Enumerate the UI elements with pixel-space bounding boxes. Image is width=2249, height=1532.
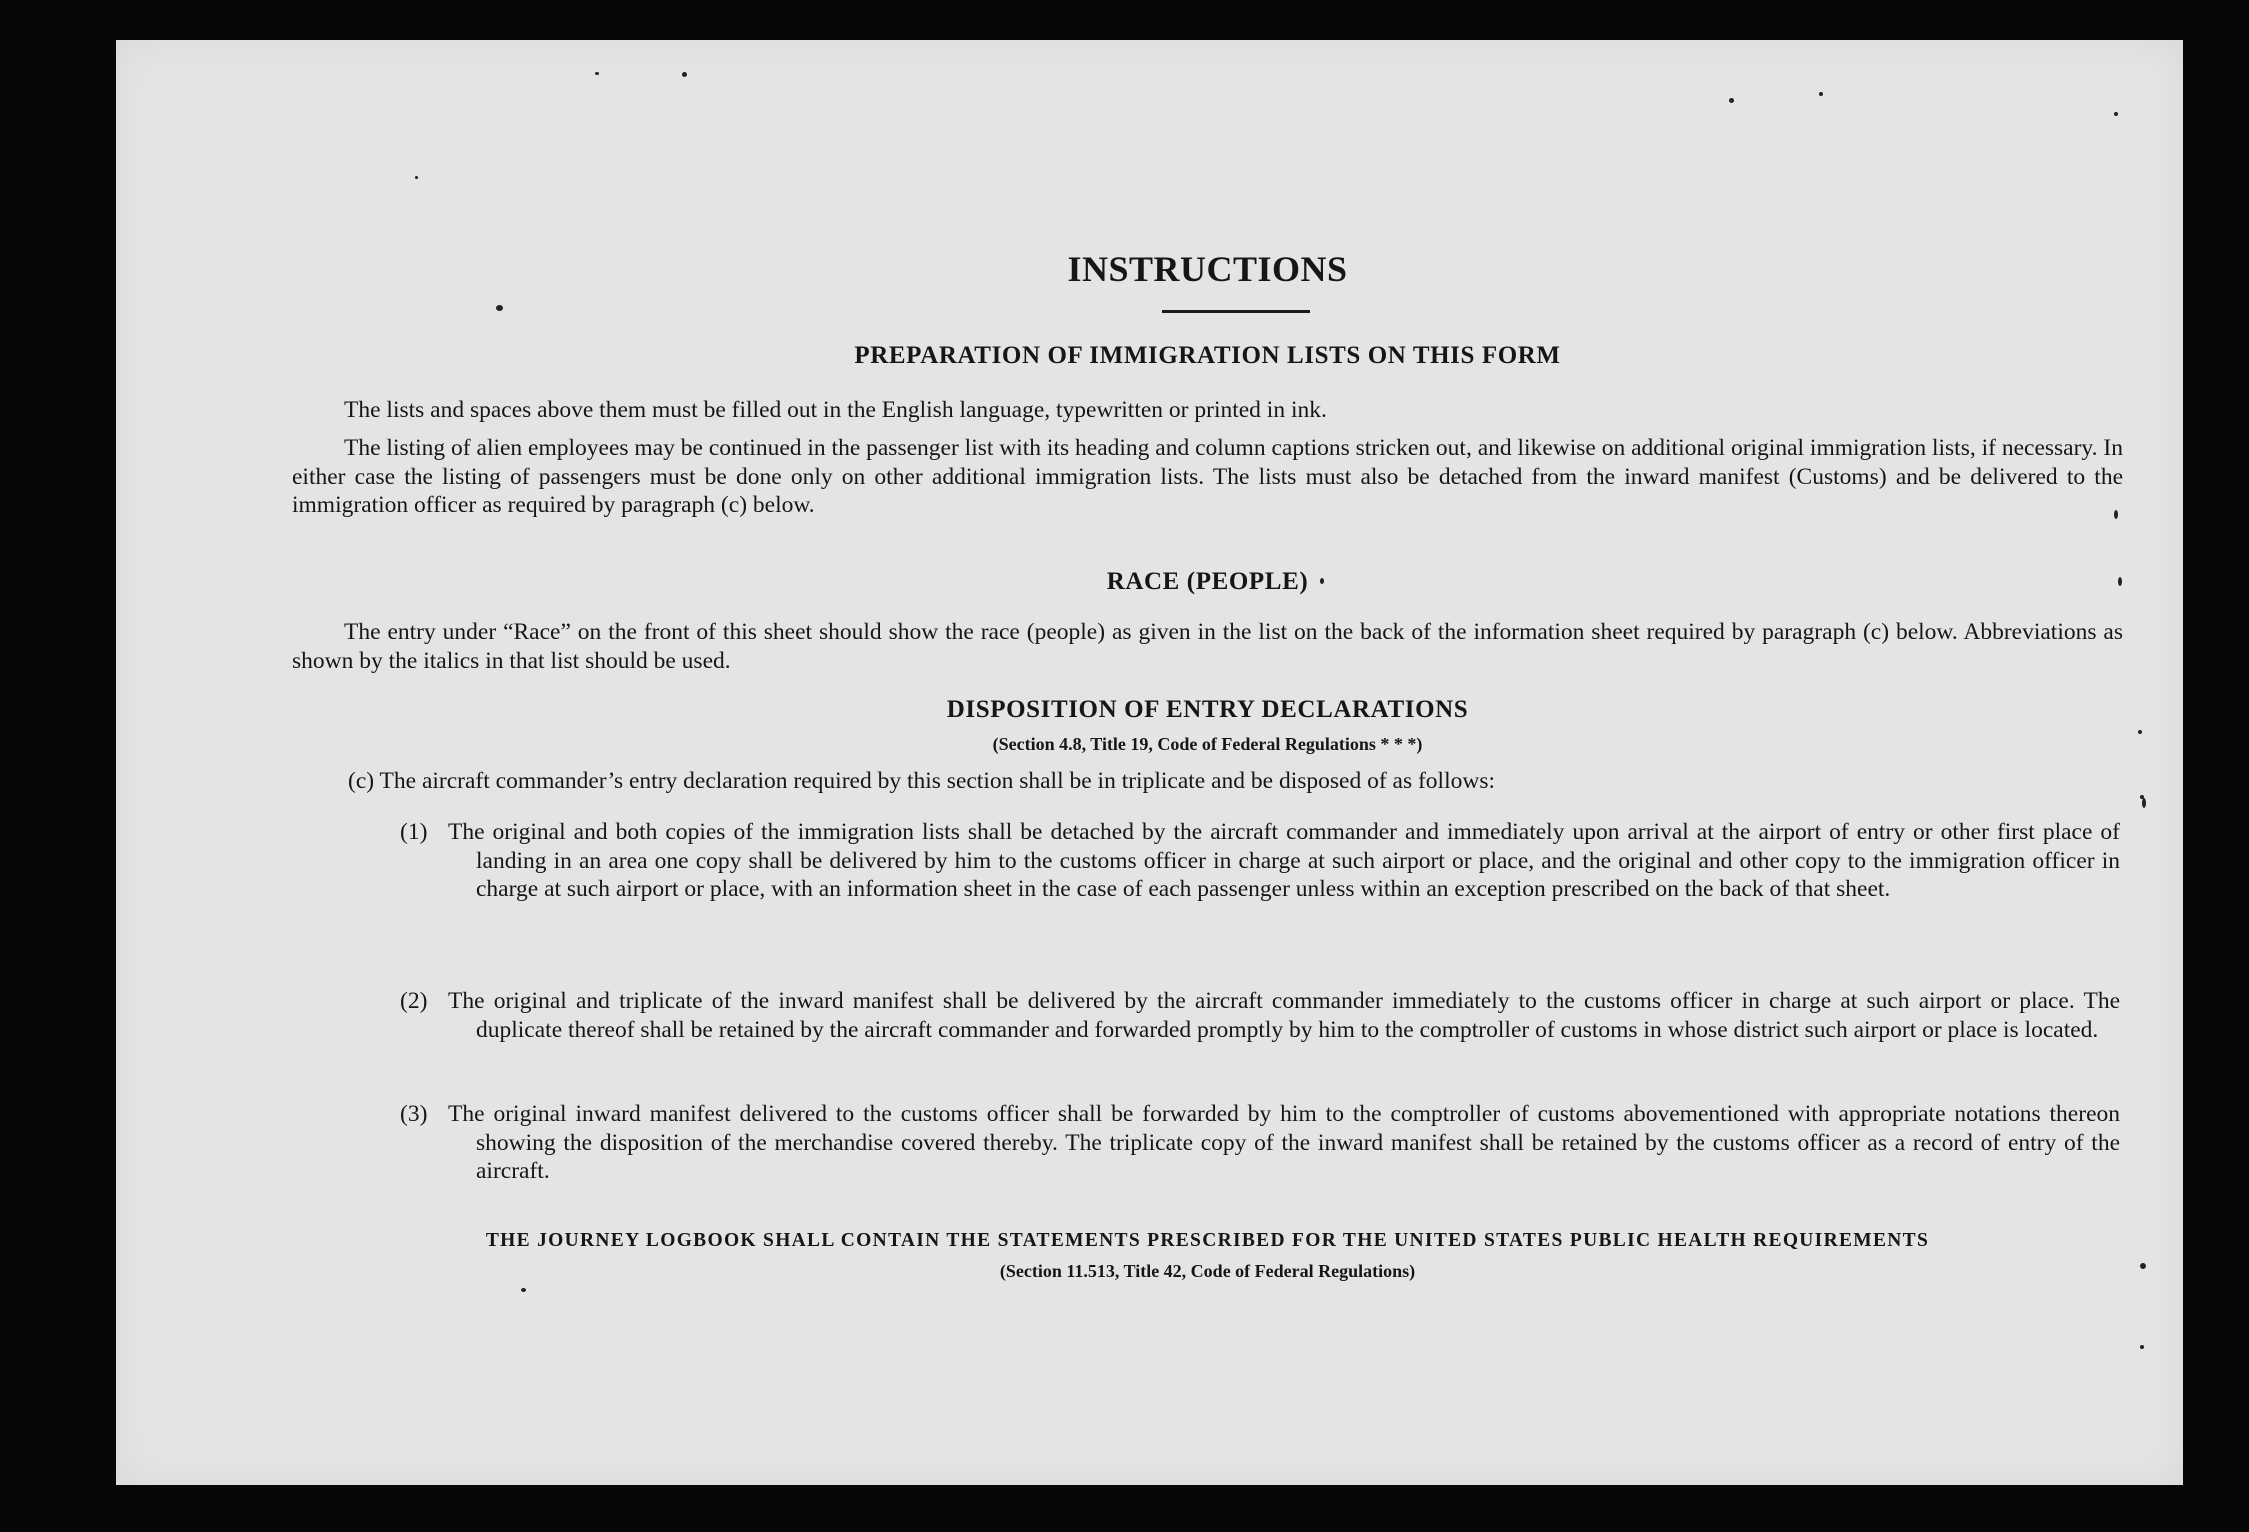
disposition-heading: DISPOSITION OF ENTRY DECLARATIONS bbox=[946, 696, 1469, 723]
list-item-number: (3) bbox=[400, 1101, 428, 1127]
disposition-intro-text: The aircraft commander’s entry declaration required by this section shall be in triplicate and be disposed of as follows: bbox=[379, 768, 1496, 794]
footer-statement: THE JOURNEY LOGBOOK SHALL CONTAIN THE STATEMENTS PRESCRIBED FOR THE UNITED STATES PUBLIC HEALTH REQUIREMENTS bbox=[485, 1230, 1930, 1251]
scan-speck bbox=[2140, 1345, 2144, 1349]
scan-speck bbox=[2140, 1263, 2146, 1269]
scan-speck bbox=[1729, 98, 1734, 103]
list-item-text: The original inward manifest delivered to the customs officer shall be forwarded by him to the comptroller of customs abovementioned with appropriate notations thereon showing the disposition of the merchandise covered thereby. The triplicate copy of the inward manifest shall be retained by the customs officer as a record of entry of the aircraft. bbox=[448, 1101, 2120, 1184]
list-item-number: (2) bbox=[400, 988, 428, 1014]
race-paragraph: The entry under “Race” on the front of this sheet should show the race (people) as given in the list on the back of the information sheet required by paragraph (c) below. Abbreviations as shown by the italics in that list should be used. bbox=[292, 619, 2123, 674]
document-page bbox=[116, 40, 2183, 1485]
disposition-citation: (Section 4.8, Title 19, Code of Federal Regulations * * *) bbox=[992, 734, 1423, 754]
list-item-text: The original and triplicate of the inward manifest shall be delivered by the aircraft commander immediately to the customs officer in charge at such airport or place. The duplicate thereof shall be retained by the aircraft commander and forwarded promptly by him to the comptroller of customs in whose district such airport or place is located. bbox=[448, 988, 2120, 1043]
scan-speck bbox=[521, 1288, 526, 1292]
scan-speck bbox=[496, 305, 503, 311]
scan-speck bbox=[682, 72, 687, 77]
footer-citation: (Section 11.513, Title 42, Code of Federal Regulations) bbox=[999, 1261, 1416, 1281]
scan-speck bbox=[2138, 730, 2142, 734]
scan-speck bbox=[1819, 92, 1823, 96]
scan-speck bbox=[595, 72, 599, 75]
disposition-intro bbox=[348, 767, 2123, 796]
preparation-paragraph-1: The lists and spaces above them must be filled out in the English language, typewritten or printed in ink. bbox=[344, 397, 1327, 423]
list-item-number: (1) bbox=[400, 819, 428, 845]
document-title: INSTRUCTIONS bbox=[1067, 249, 1348, 289]
list-item bbox=[400, 987, 2120, 1044]
scan-speck bbox=[2142, 798, 2146, 808]
preparation-heading: PREPARATION OF IMMIGRATION LISTS ON THIS FORM bbox=[854, 342, 1561, 369]
scan-speck bbox=[415, 176, 418, 179]
race-heading: RACE (PEOPLE) bbox=[1106, 568, 1309, 595]
list-item-text: The original and both copies of the immigration lists shall be detached by the aircraft commander and immediately upon arrival at the airport of entry or other first place of landing in an area one copy shall be delivered by him to the customs officer in charge at such airport or place, and the original and other copy to the immigration officer in charge at such airport or place, with an information sheet in the case of each passenger unless within an exception prescribed on the back of that sheet. bbox=[448, 819, 2120, 902]
list-item bbox=[400, 818, 2120, 904]
preparation-paragraph-2: The listing of alien employees may be continued in the passenger list with its heading and column captions stricken out, and likewise on additional original immigration lists, if necessary. In either case the listing of passengers must be done only on other additional immigration lists. The lists must also be detached from the inward manifest (Customs) and be delivered to the immigration officer as required by paragraph (c) below. bbox=[292, 435, 2123, 518]
title-underline bbox=[1162, 310, 1310, 313]
paragraph-label-c: (c) bbox=[348, 768, 375, 794]
scan-speck bbox=[2114, 112, 2118, 116]
list-item bbox=[400, 1100, 2120, 1186]
